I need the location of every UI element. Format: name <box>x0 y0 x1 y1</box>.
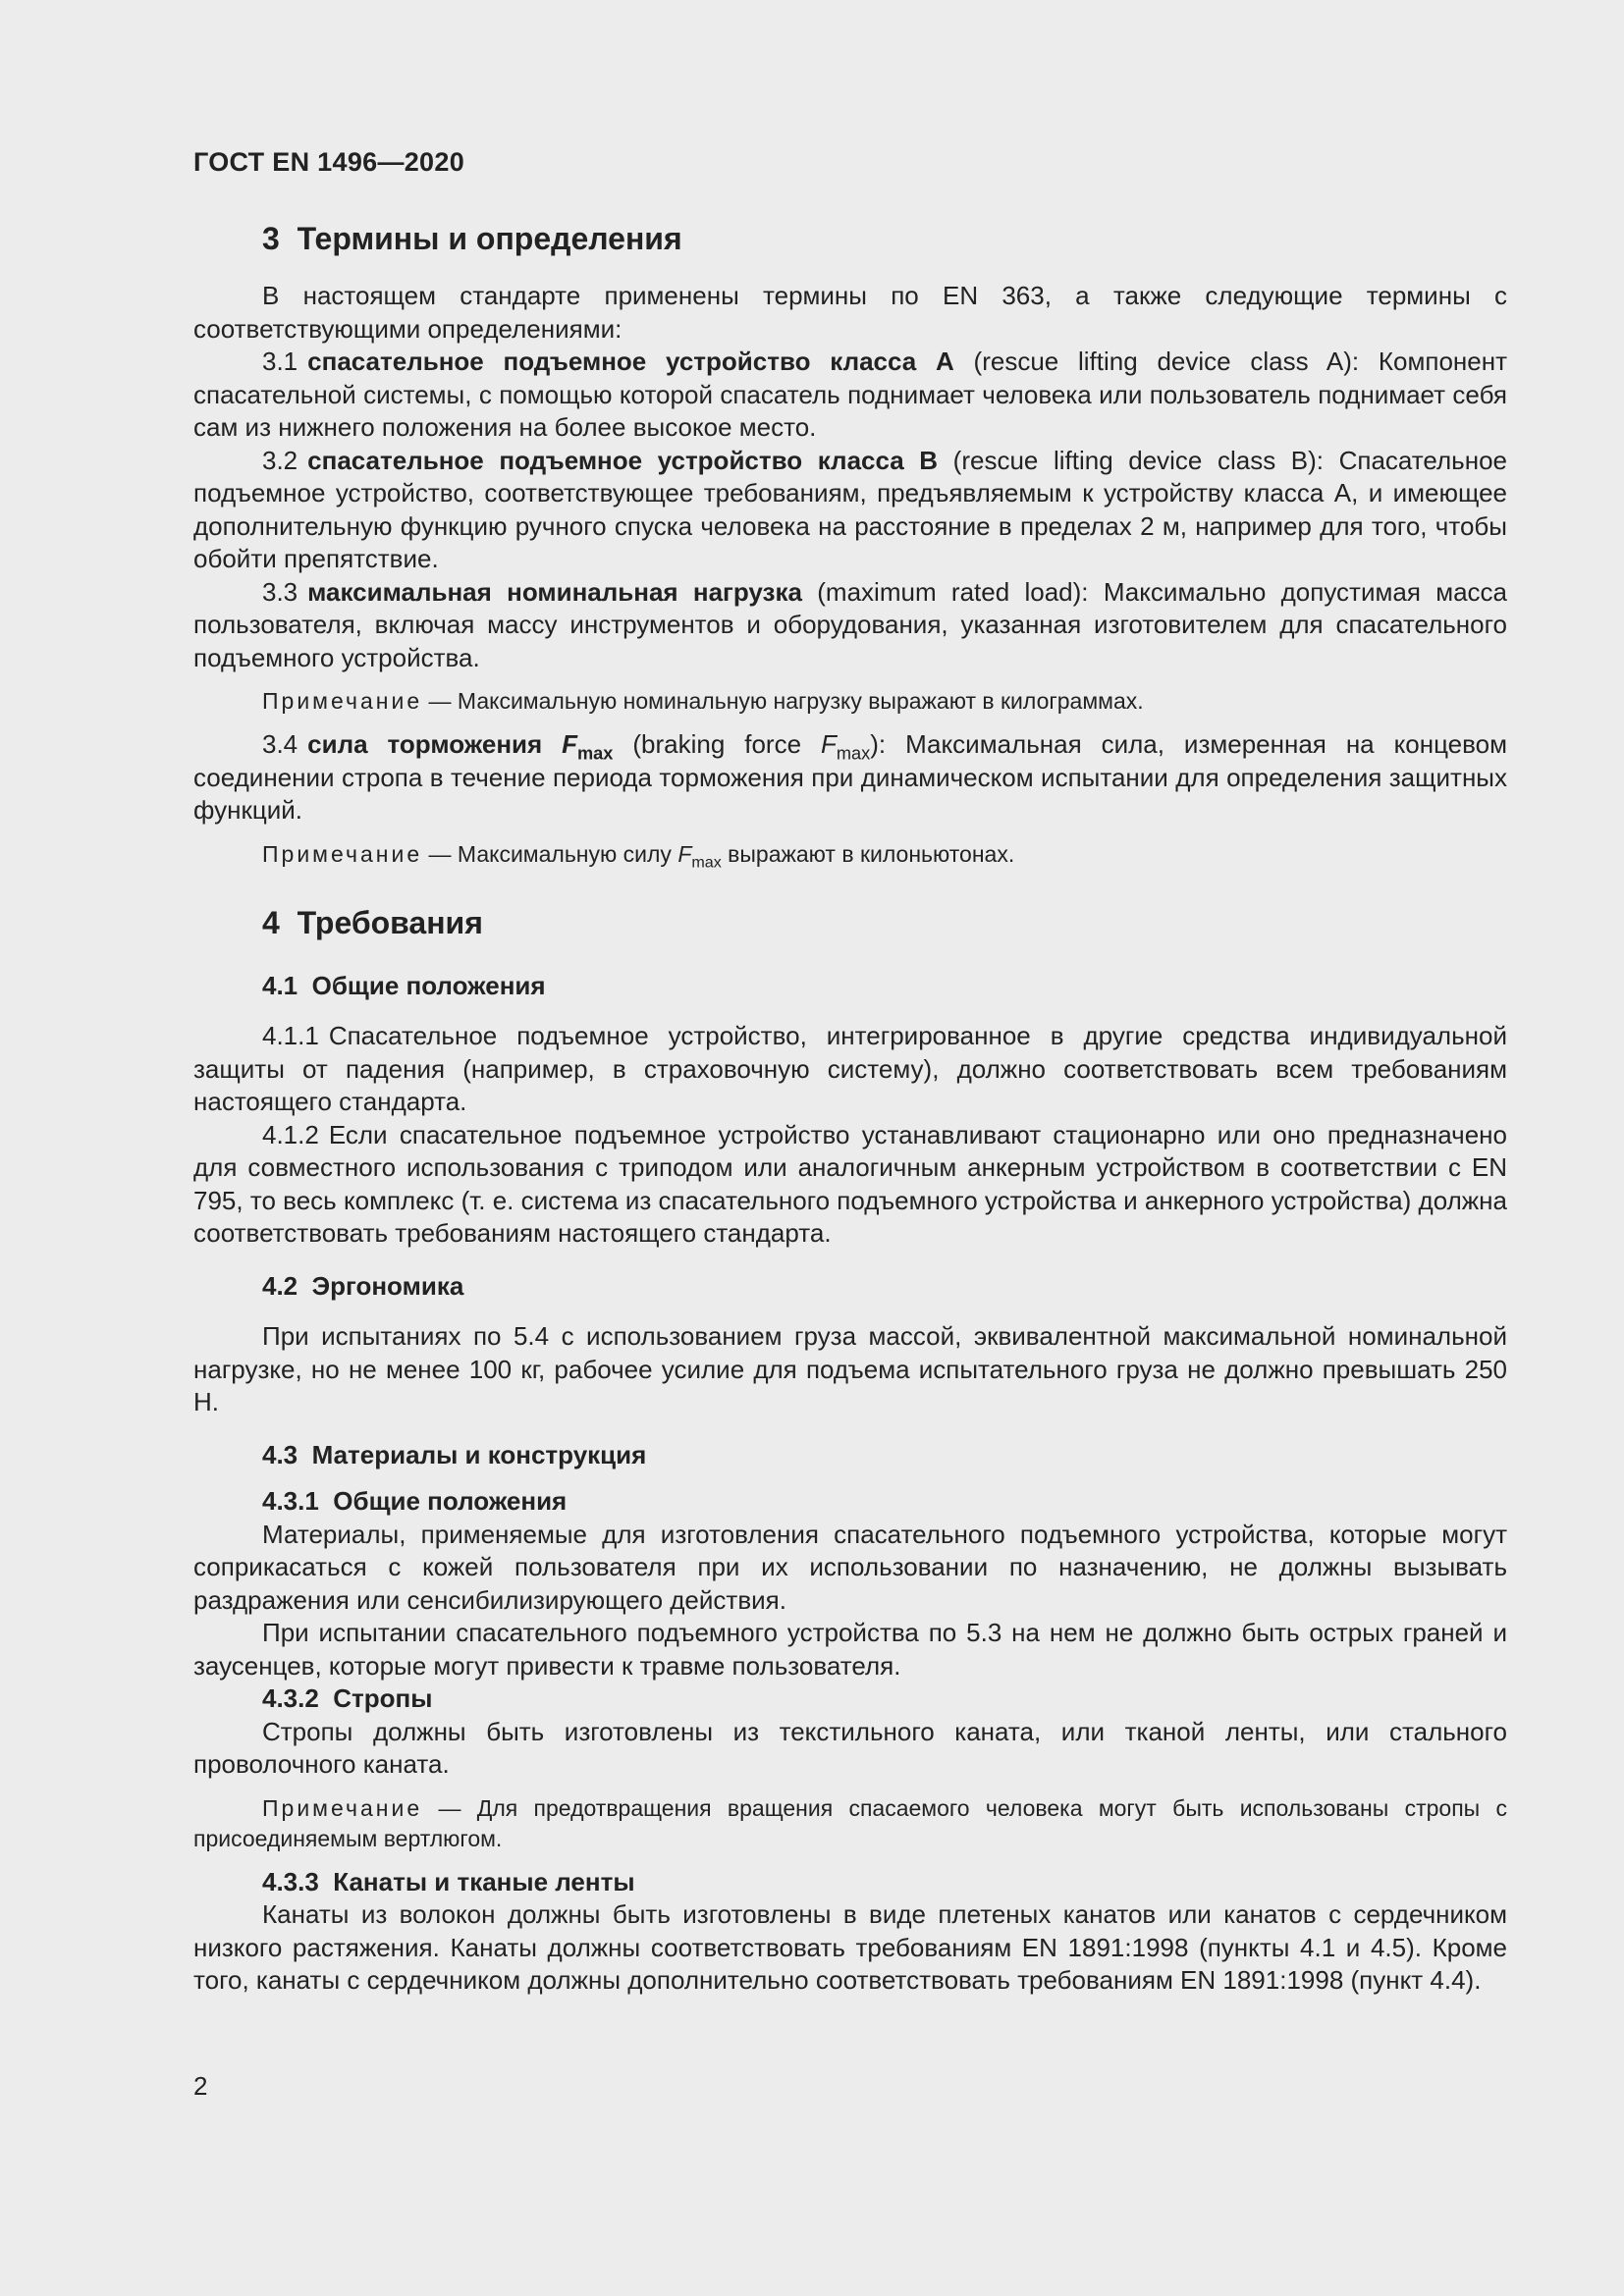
term-3-2-definition: (rescue lifting device class B): Спасательное подъемное устройство, соответствующее требованиям, предъявляемым к устройству класса А, и имеющее дополнительную функцию ручного спуска человека на расстояние в пределах 2 м, например для того, чтобы обойти препятствие. <box>193 445 1508 573</box>
standard-header: ГОСТ EN 1496—2020 <box>193 147 465 177</box>
note-label: Примечание <box>262 688 423 714</box>
subsection-4-2-heading <box>193 1270 1507 1304</box>
clause-4-3-2-title: Стропы <box>333 1683 433 1713</box>
section-3-title: Термины и определения <box>297 221 682 256</box>
subsection-4-2-title: Эргономика <box>311 1270 464 1301</box>
subsection-4-1-title: Общие положения <box>311 970 546 1000</box>
section-3-number: 3 <box>262 221 280 256</box>
note-text: — Максимальную номинальную нагрузку выражают в килограммах. <box>422 688 1144 714</box>
term-3-3-definition: (maximum rated load): Максимально допустимая масса пользователя, включая массу инструментов и оборудования, указанная изготовителем для спасательного подъемного устройства. <box>193 576 1508 672</box>
clause-4-1-1-number: 4.1.1 <box>262 1021 319 1050</box>
term-3-2 <box>193 445 1507 576</box>
note-3-3 <box>193 686 1507 717</box>
clause-4-1-1 <box>193 1020 1507 1119</box>
fmax-subscript: max <box>577 743 614 764</box>
note-label: Примечание <box>262 840 423 867</box>
note-text-b: выражают в килоньютонах. <box>721 840 1015 867</box>
clause-4-1-2-number: 4.1.2 <box>262 1119 319 1149</box>
fmax-symbol: F <box>562 729 578 759</box>
clause-4-3-3-heading <box>193 1866 1507 1899</box>
term-3-4-term: сила торможения <box>307 729 563 759</box>
clause-4-1-1-text: Спасательное подъемное устройство, интегрированное в другие средства индивидуальной защиты от падения (например, в страховочную систему), должно соответствовать всем требованиям настоящего стандарта. <box>193 1021 1507 1116</box>
page-number: 2 <box>193 2071 208 2101</box>
clause-4-3-1-para-1: Материалы, применяемые для изготовления спасательного подъемного устройства, которые могут соприкасаться с кожей пользователя при их использовании по назначению, не должны вызывать раздражения или сенсибилизирующего действия. <box>193 1519 1507 1615</box>
clause-4-3-1-para-2: При испытании спасательного подъемного устройства по 5.3 на нем не должно быть острых граней и заусенцев, которые могут привести к травме пользователя. <box>193 1618 1507 1681</box>
subsection-4-1-number: 4.1 <box>262 970 298 1000</box>
fmax-symbol-2: F <box>821 729 837 759</box>
term-3-4-number: 3.4 <box>262 729 298 759</box>
clause-4-3-1-number: 4.3.1 <box>262 1486 319 1516</box>
term-3-4 <box>193 728 1507 828</box>
subsection-4-1-heading <box>193 970 1507 1003</box>
subsection-4-2-number: 4.2 <box>262 1270 298 1301</box>
section-3-heading <box>193 219 1507 258</box>
subsection-4-3-number: 4.3 <box>262 1439 298 1469</box>
section-3-intro: В настоящем стандарте применены термины по EN 363, а также следующие термины с соответствующими определениями: <box>193 281 1507 344</box>
term-3-3-term: максимальная номинальная нагрузка <box>307 576 802 607</box>
section-4-heading <box>193 903 1507 942</box>
term-3-1-definition: (rescue lifting device class A): Компонент спасательной системы, с помощью которой спасатель поднимает человека или пользователь поднимает себя сам из нижнего положения на более высокое место. <box>193 347 1507 442</box>
term-3-4-definition: ): Максимальная сила, измеренная на концевом соединении стропа в течение периода торможения при динамическом испытании для определения защитных функций. <box>193 729 1507 825</box>
note-3-4 <box>193 839 1507 870</box>
clause-4-3-2-para-1: Стропы должны быть изготовлены из текстильного каната, или тканой ленты, или стального проволочного каната. <box>193 1716 1507 1779</box>
subsection-4-3-heading <box>193 1439 1507 1472</box>
note-text: — Для предотвращения вращения спасаемого человека могут быть использованы стропы с присоединяемым вертлюгом. <box>193 1794 1507 1851</box>
subsection-4-3-title: Материалы и конструкция <box>311 1439 647 1469</box>
term-3-4-english: (braking force <box>613 729 822 759</box>
clause-4-3-1-heading <box>193 1485 1507 1519</box>
section-4-title: Требования <box>297 904 483 940</box>
clause-4-3-3-para-1: Канаты из волокон должны быть изготовлены в виде плетеных канатов или канатов с сердечником низкого растяжения. Канаты должны соответствовать требованиям EN 1891:1998 (пункты 4.1 и 4.5). Кроме того, канаты с сердечником должны дополнительно соответствовать требованиям EN 1891:1998 (пункт 4.4). <box>193 1899 1507 1995</box>
clause-4-3-3-number: 4.3.3 <box>262 1866 319 1896</box>
term-3-3 <box>193 576 1507 675</box>
clause-4-1-2 <box>193 1119 1507 1251</box>
section-4-number: 4 <box>262 904 280 940</box>
term-3-3-number: 3.3 <box>262 576 298 607</box>
term-3-2-number: 3.2 <box>262 445 298 475</box>
clause-4-3-2-heading <box>193 1682 1507 1716</box>
term-3-1-number: 3.1 <box>262 347 298 376</box>
term-3-1-term: спасательное подъемное устройство класса А <box>307 347 954 376</box>
clause-4-2-text: При испытаниях по 5.4 с использованием груза массой, эквивалентной максимальной номинальной нагрузке, но не менее 100 кг, рабочее усилие для подъема испытательного груза не должно превышать 250 Н. <box>193 1321 1507 1416</box>
fmax-subscript-3: max <box>691 853 722 872</box>
clause-4-3-1-title: Общие положения <box>333 1486 568 1516</box>
clause-4-3-3-title: Канаты и тканые ленты <box>333 1866 635 1896</box>
fmax-symbol-3: F <box>677 840 692 867</box>
document-body <box>193 219 1507 1998</box>
clause-4-1-2-text: Если спасательное подъемное устройство устанавливают стационарно или оно предназначено для совместного использования с триподом или аналогичным анкерным устройством в соответствии с EN 795, то весь комплекс (т. е. система из спасательного подъемного устройства и анкерного устройства) должна соответствовать требованиям настоящего стандарта. <box>193 1119 1507 1248</box>
note-text-a: — Максимальную силу <box>422 840 678 867</box>
fmax-subscript-2: max <box>836 743 871 764</box>
clause-4-3-2-number: 4.3.2 <box>262 1683 319 1713</box>
note-4-3-2 <box>193 1793 1507 1854</box>
term-3-1 <box>193 346 1507 445</box>
note-label: Примечание <box>262 1794 423 1821</box>
term-3-2-term: спасательное подъемное устройство класса В <box>307 445 939 475</box>
